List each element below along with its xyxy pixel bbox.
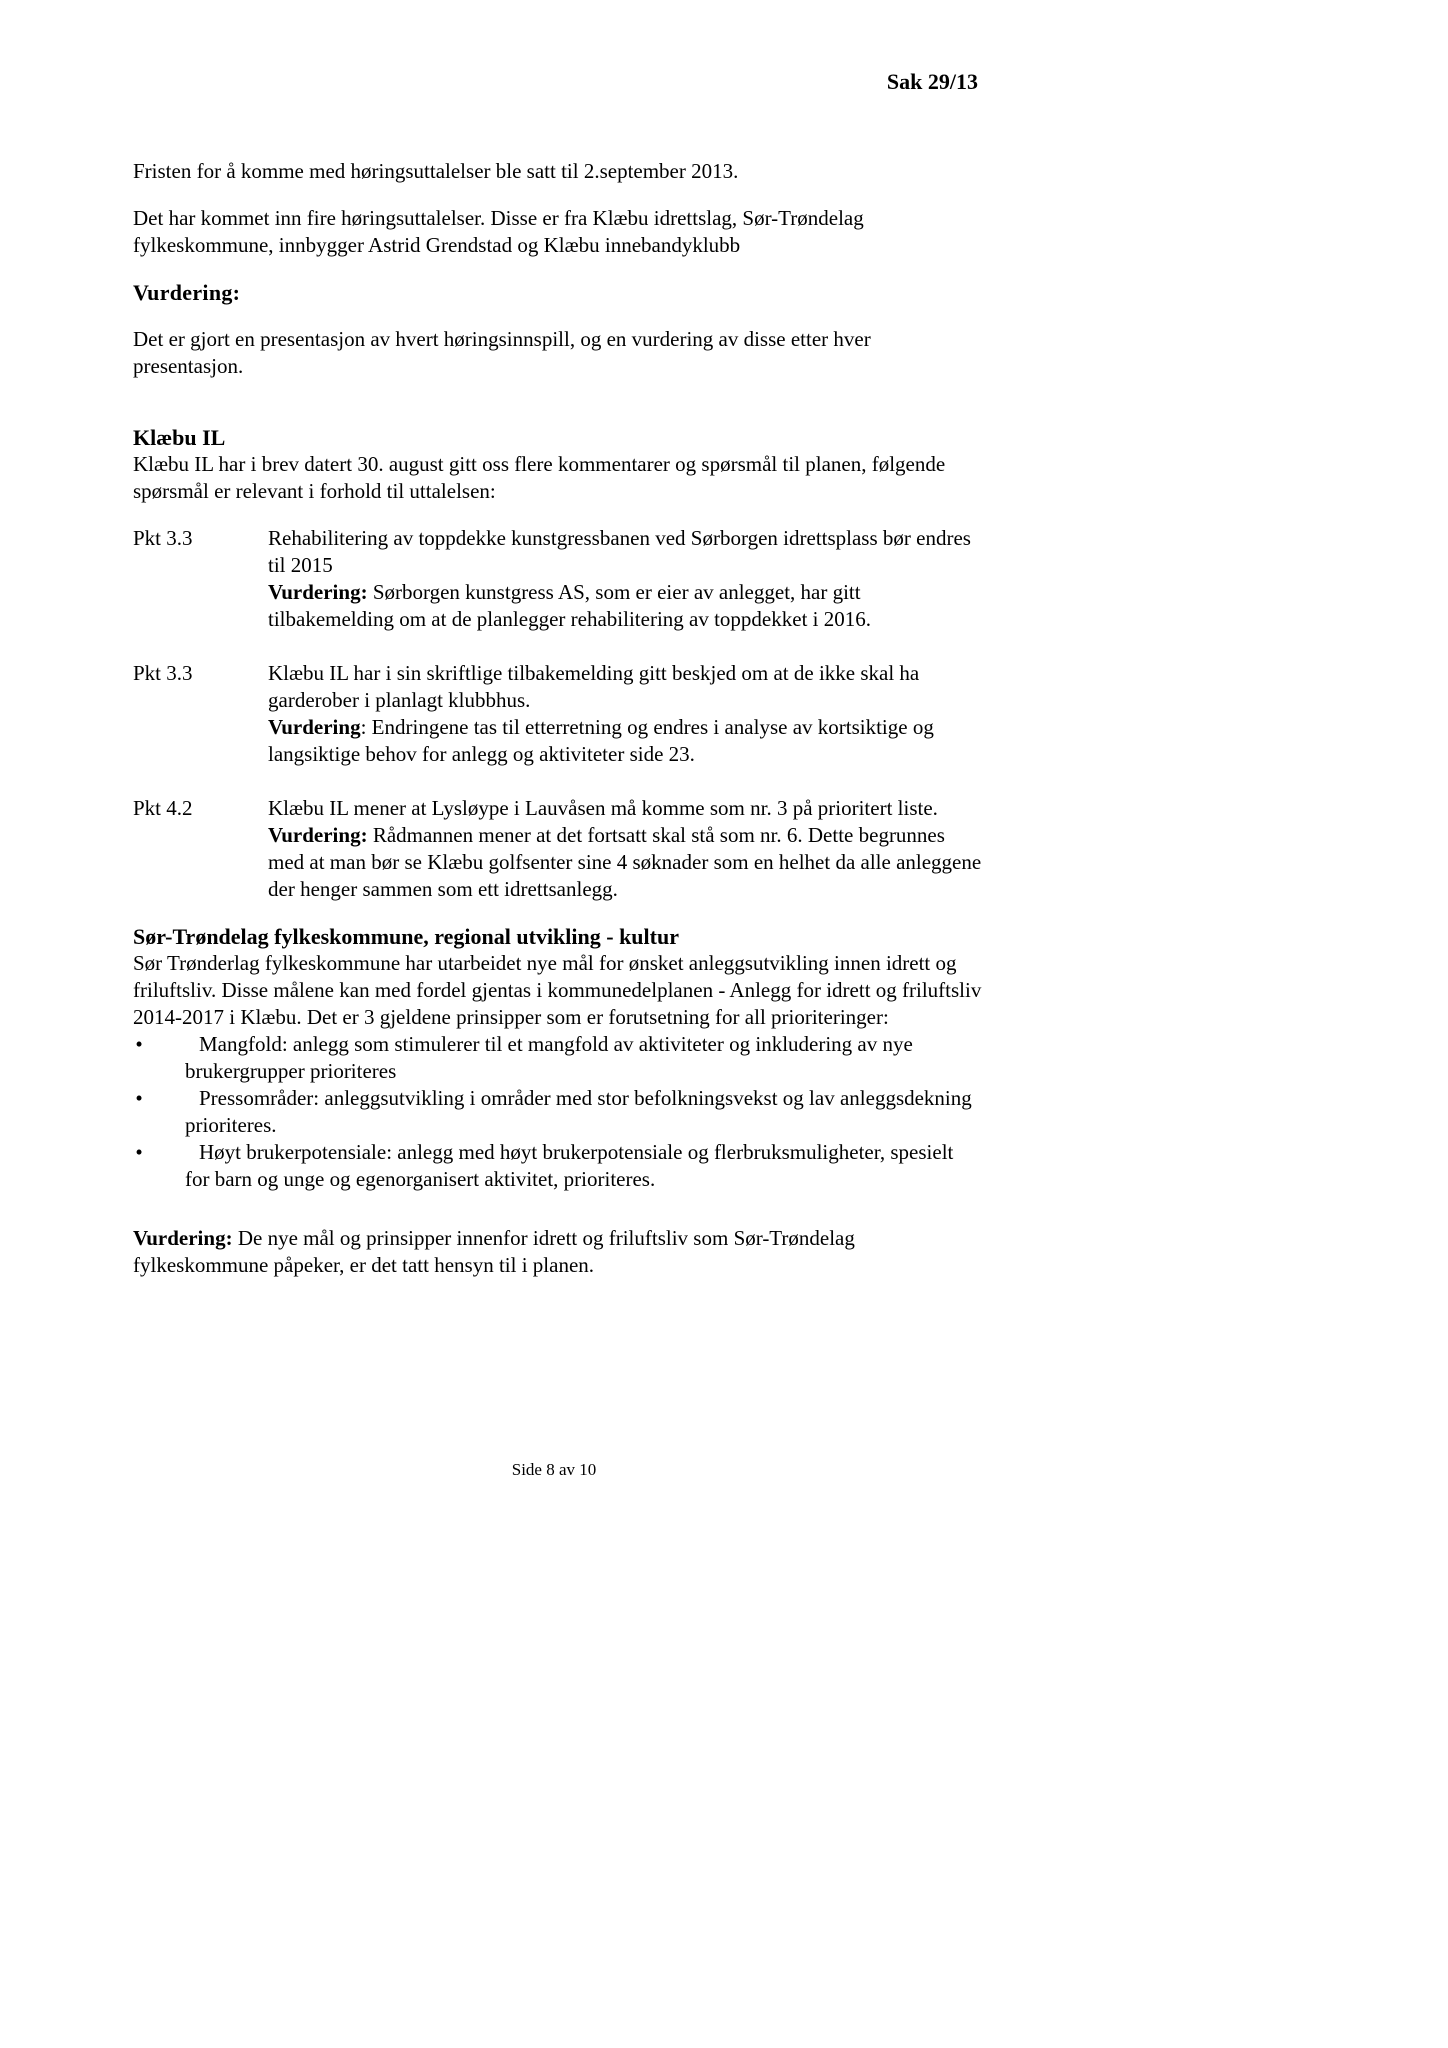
priority-list-item [133,1085,983,1139]
pkt-item [133,795,983,903]
pkt-assessment-text: Sørborgen kunstgress AS, som er eier av anlegget, har gitt tilbakemelding om at de planlegger rehabilitering av toppdekket i 2016. [268,580,871,631]
pkt-assessment-label: Vurdering [268,715,361,739]
pkt-text: Klæbu IL mener at Lysløype i Lauvåsen må komme som nr. 3 på prioritert liste. [268,796,938,820]
pkt-text: Klæbu IL har i sin skriftlige tilbakemelding gitt beskjed om at de ikke skal ha garderober i planlagt klubbhus. [268,661,920,712]
pkt-assessment-label: Vurdering: [268,580,368,604]
klaebu-il-heading: Klæbu IL [133,425,226,450]
county-assessment-text: De nye mål og prinsipper innenfor idrett og friluftsliv som Sør-Trøndelag fylkeskommune påpeker, er det tatt hensyn til i planen. [133,1226,855,1277]
pkt-assessment [268,714,983,768]
pkt-assessment-label: Vurdering: [268,823,368,847]
priority-list-item [133,1139,983,1193]
case-number: Sak 29/13 [886,69,978,94]
pkt-assessment [268,822,983,903]
deadline-paragraph: Fristen for å komme med høringsuttalelser ble satt til 2.september 2013. [133,159,739,183]
document-body [133,158,983,1279]
klaebu-il-intro: Klæbu IL har i brev datert 30. august gitt oss flere kommentarer og spørsmål til planen, følgende spørsmål er relevant i forhold til uttalelsen: [133,452,946,503]
pkt-item [133,525,983,633]
county-intro: Sør Trønderlag fylkeskommune har utarbeidet nye mål for ønsket anleggsutvikling innen idrett og friluftsliv. Disse målene kan med fordel gjentas i kommunedelplanen - Anlegg for idrett og friluftsliv 2014-2017 i Klæbu. Det er 3 gjeldene prinsipper som er forutsetning for all prioriteringer: [133,951,982,1029]
priority-text: Høyt brukerpotensiale: anlegg med høyt brukerpotensiale og flerbruksmuligheter, spesielt for barn og unge og egenorganisert aktivitet, prioriteres. [185,1140,954,1191]
assessment-paragraph: Det er gjort en presentasjon av hvert høringsinnspill, og en vurdering av disse etter hver presentasjon. [133,327,871,378]
pkt-content [268,525,983,633]
pkt-label: Pkt 4.2 [133,796,193,820]
pkt-assessment-text: Rådmannen mener at det fortsatt skal stå som nr. 6. Dette begrunnes med at man bør se Klæbu golfsenter sine 4 søknader som en helhet da alle anleggene der henger sammen som ett idrettsanlegg. [268,823,982,901]
assessment-heading: Vurdering: [133,280,241,305]
bullet-icon: • [135,1140,143,1164]
pkt-label: Pkt 3.3 [133,526,193,550]
priority-list-item [133,1031,983,1085]
pkt-assessment-text: : Endringene tas til etterretning og endres i analyse av kortsiktige og langsiktige behov for anlegg og aktiviteter side 23. [268,715,934,766]
pkt-item [133,660,983,768]
county-assessment-label: Vurdering: [133,1226,233,1250]
page-number: Side 8 av 10 [511,1460,597,1479]
county-heading: Sør-Trøndelag fylkeskommune, regional utvikling - kultur [133,924,679,949]
pkt-text: Rehabilitering av toppdekke kunstgressbanen ved Sørborgen idrettsplass bør endres til 2015 [268,526,971,577]
pkt-label: Pkt 3.3 [133,661,193,685]
priority-text: Pressområder: anleggsutvikling i områder med stor befolkningsvekst og lav anleggsdekning prioriteres. [185,1086,972,1137]
priority-text: Mangfold: anlegg som stimulerer til et mangfold av aktiviteter og inkludering av nye brukergrupper prioriteres [185,1032,913,1083]
pkt-content [268,795,983,903]
bullet-icon: • [135,1086,143,1110]
received-paragraph: Det har kommet inn fire høringsuttalelser. Disse er fra Klæbu idrettslag, Sør-Trøndelag fylkeskommune, innbygger Astrid Grendstad og Klæbu innebandyklubb [133,206,864,257]
pkt-assessment [268,579,983,633]
pkt-content [268,660,983,768]
priority-list [133,1031,983,1193]
county-assessment [133,1225,983,1279]
bullet-icon: • [135,1032,143,1056]
